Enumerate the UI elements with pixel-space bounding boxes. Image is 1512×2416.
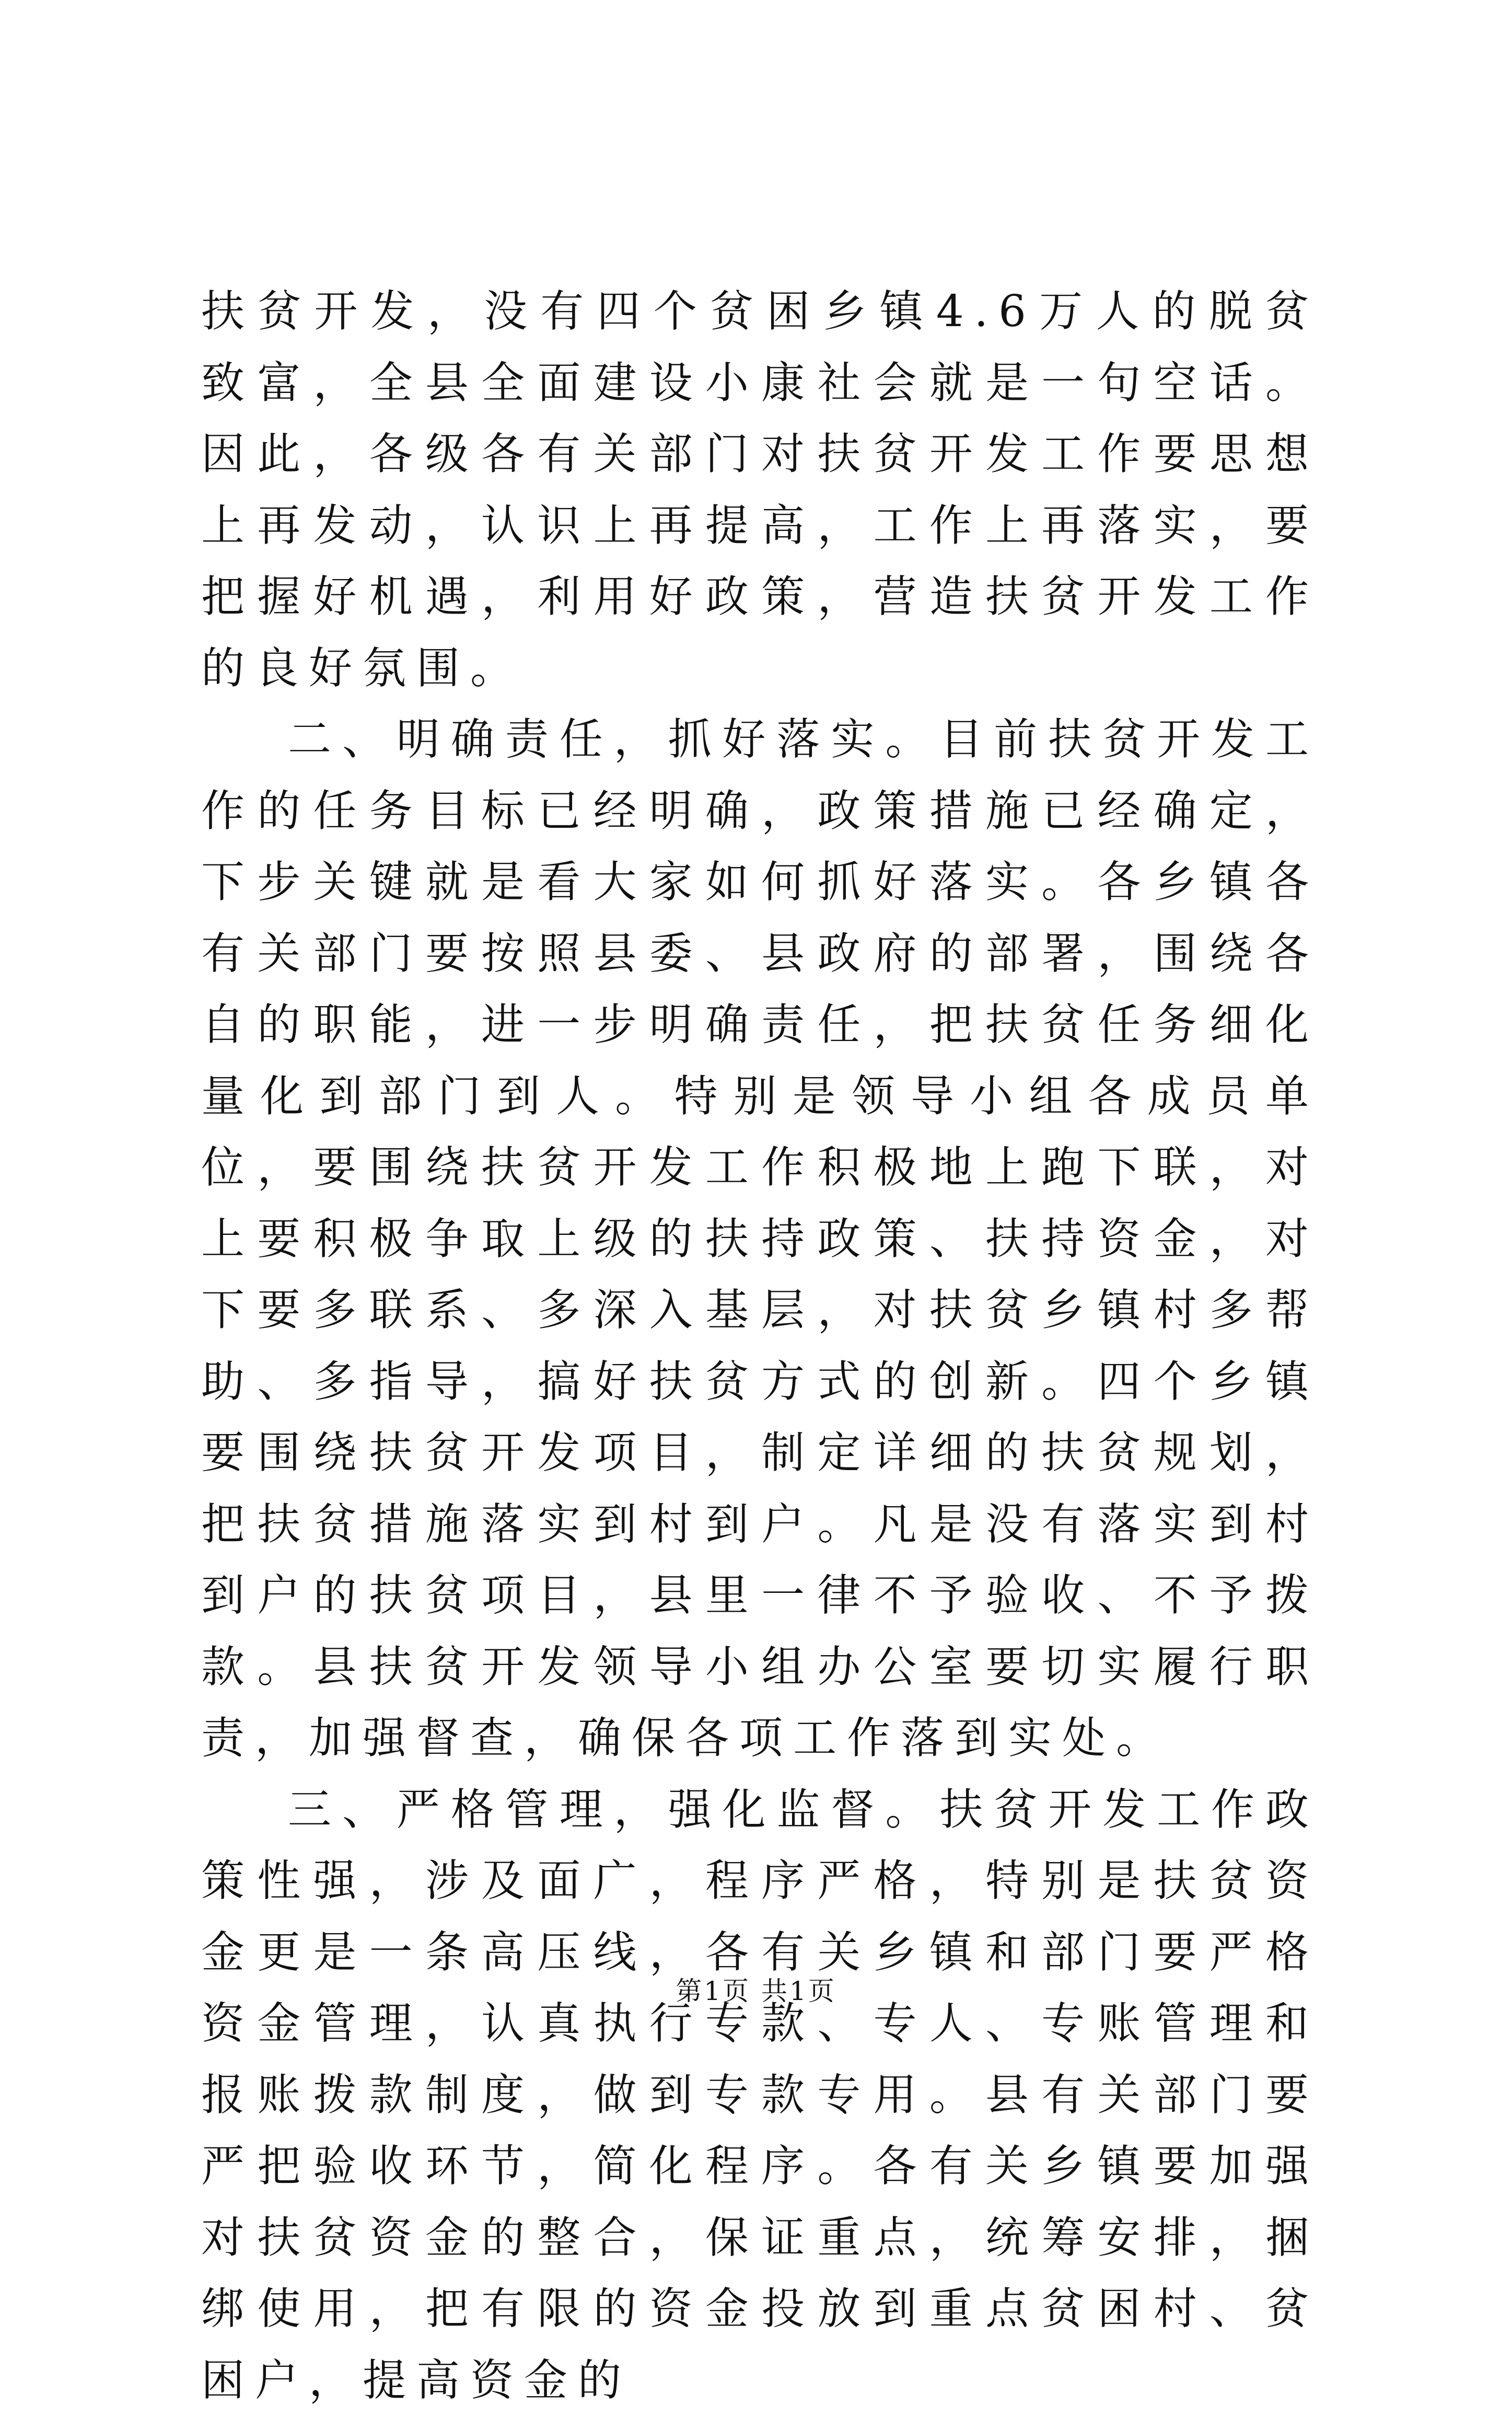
paragraph-1: 扶贫开发，没有四个贫困乡镇4.6万人的脱贫致富，全县全面建设小康社会就是一句空话。因此，各级各有关部门对扶贫开发工作要思想上再发动，认识上再提高，工作上再落实，要把握好机遇，利用好政策，营造扶贫开发工作的良好氛围。 [201,276,1319,704]
paragraph-3: 三、严格管理，强化监督。扶贫开发工作政策性强，涉及面广，程序严格，特别是扶贫资金更是一条高压线，各有关乡镇和部门要严格资金管理，认真执行专款、专人、专账管理和报账拨款制度，做到专款专用。县有关部门要严把验收环节，简化程序。各有关乡镇要加强对扶贫资金的整合，保证重点，统筹安排，捆绑使用，把有限的资金投放到重点贫困村、贫困户，提高资金的 [201,1774,1319,2416]
paragraph-2: 二、明确责任，抓好落实。目前扶贫开发工作的任务目标已经明确，政策措施已经确定，下步关键就是看大家如何抓好落实。各乡镇各有关部门要按照县委、县政府的部署，围绕各自的职能，进一步明确责任，把扶贫任务细化量化到部门到人。特别是领导小组各成员单位，要围绕扶贫开发工作积极地上跑下联，对上要积极争取上级的扶持政策、扶持资金，对下要多联系、多深入基层，对扶贫乡镇村多帮助、多指导，搞好扶贫方式的创新。四个乡镇要围绕扶贫开发项目，制定详细的扶贫规划，把扶贫措施落实到村到户。凡是没有落实到村到户的扶贫项目，县里一律不予验收、不予拨款。县扶贫开发领导小组办公室要切实履行职责，加强督查，确保各项工作落到实处。 [201,704,1319,1774]
page-footer: 第1页 共1页 [0,1973,1512,2009]
document-body [201,276,1319,2416]
